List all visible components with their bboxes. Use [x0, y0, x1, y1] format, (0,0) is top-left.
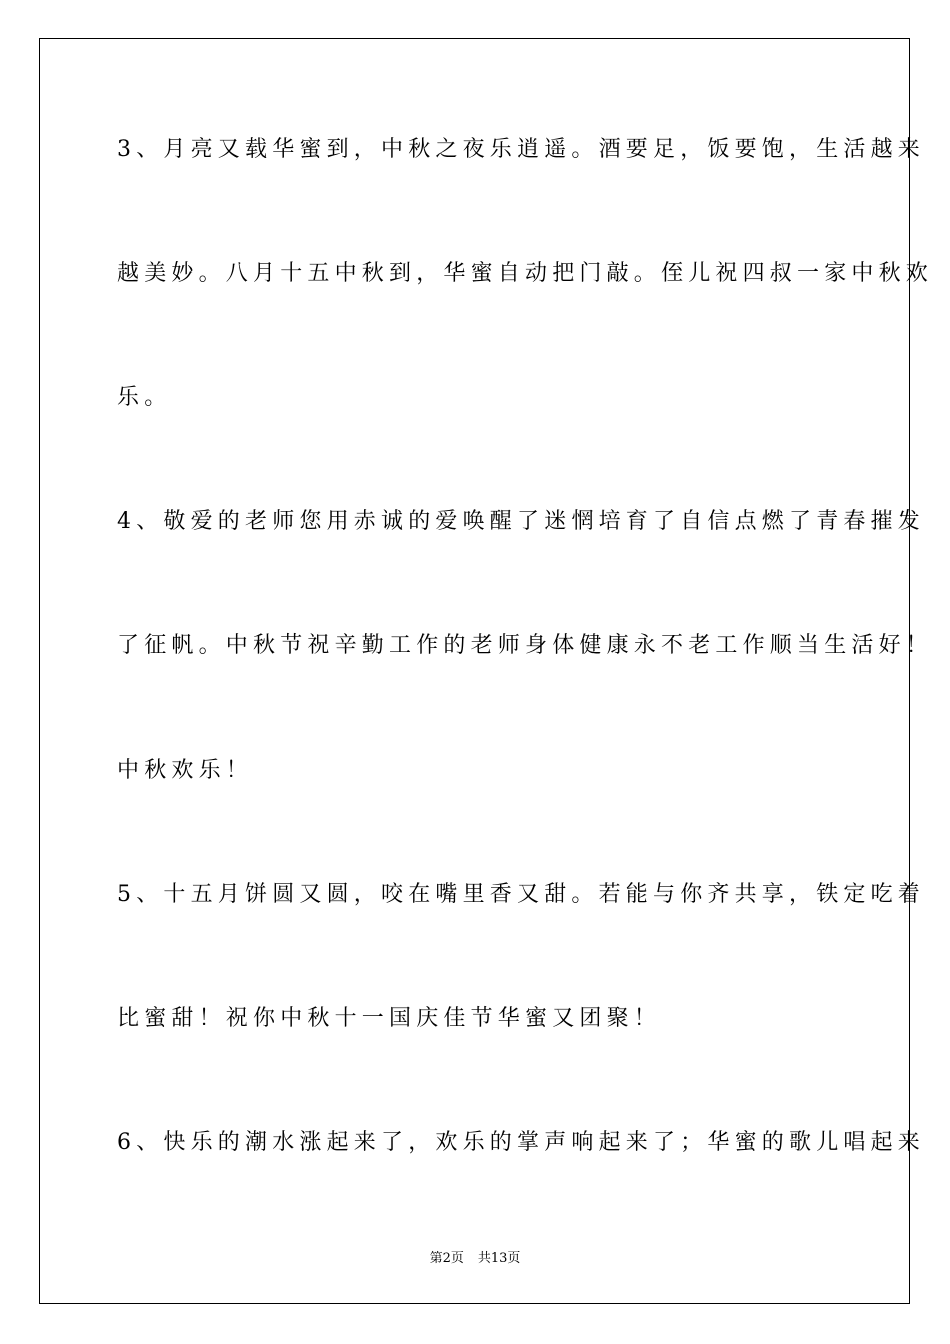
text-line: 比蜜甜！祝你中秋十一国庆佳节华蜜又团聚！: [117, 1006, 662, 1031]
page-frame: [39, 38, 934, 1304]
text-line: 5、十五月饼圆又圆，咬在嘴里香又甜。若能与你齐共享，铁定吃着: [117, 882, 925, 907]
text-line: 中秋欢乐！: [117, 758, 254, 783]
text-line: 4、敬爱的老师您用赤诚的爱唤醒了迷惘培育了自信点燃了青春摧发: [117, 509, 925, 534]
text-line: 乐。: [117, 385, 172, 410]
text-line: 越美妙。八月十五中秋到，华蜜自动把门敲。侄儿祝四叔一家中秋欢: [117, 261, 934, 286]
text-line: 6、快乐的潮水涨起来了，欢乐的掌声响起来了；华蜜的歌儿唱起来: [117, 1130, 925, 1155]
text-line: 3、月亮又载华蜜到，中秋之夜乐逍遥。酒要足，饭要饱，生活越来: [117, 137, 925, 162]
text-line: 了征帆。中秋节祝辛勤工作的老师身体健康永不老工作顺当生活好！: [117, 633, 934, 658]
page-total: 共13页: [477, 1251, 521, 1266]
page-footer: [0, 1247, 950, 1266]
page-number: 第2页: [429, 1251, 464, 1266]
